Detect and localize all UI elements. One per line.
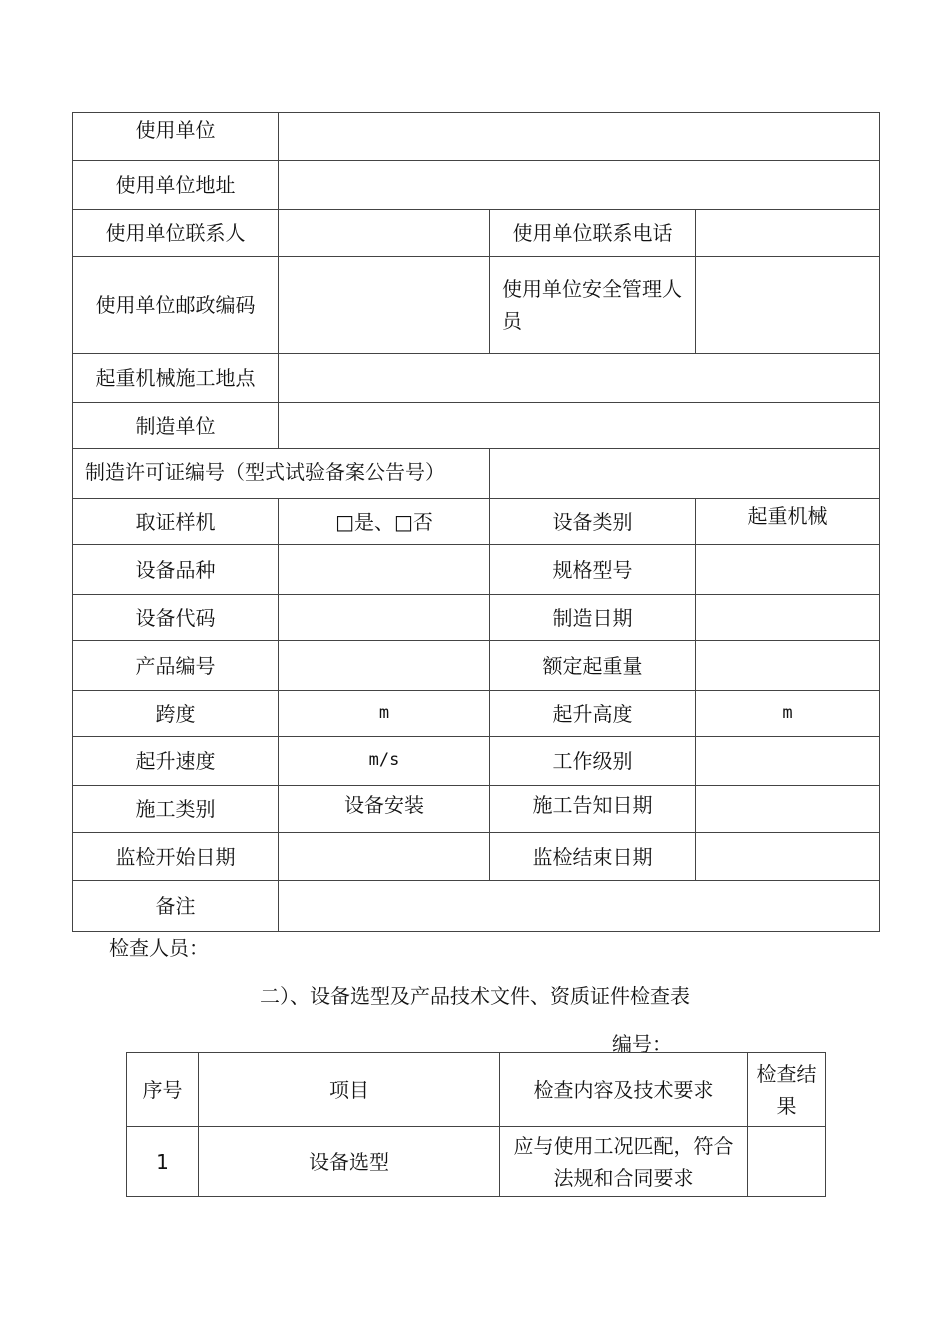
label-use-unit-phone: 使用单位联系电话 (490, 210, 696, 257)
label-safety-manager: 使用单位安全管理人员 (490, 257, 696, 354)
label-work-class: 工作级别 (490, 737, 696, 786)
label-lift-height: 起升高度 (490, 691, 696, 737)
label-notice-date: 施工告知日期 (490, 786, 696, 833)
label-use-unit-postcode: 使用单位邮政编码 (73, 257, 279, 354)
label-lift-speed: 起升速度 (73, 737, 279, 786)
label-license-number (73, 449, 490, 499)
value-use-unit-address (279, 161, 880, 210)
cell-requirement: 应与使用工况匹配，符合法规和合同要求 (500, 1127, 748, 1197)
license-number-text: 制造许可证编号（型式试验备案公告号） (85, 460, 445, 484)
header-requirement: 检查内容及技术要求 (500, 1053, 748, 1127)
header-serial-no: 序号 (127, 1053, 199, 1127)
value-remarks (279, 881, 880, 932)
value-spec-model (696, 545, 880, 595)
label-manufacture-date: 制造日期 (490, 595, 696, 641)
equipment-info-table (72, 112, 880, 932)
header-item: 项目 (199, 1053, 500, 1127)
value-construction-type: 设备安装 (279, 786, 490, 833)
cell-result (748, 1127, 826, 1197)
value-inspection-end (696, 833, 880, 881)
label-use-unit-contact: 使用单位联系人 (73, 210, 279, 257)
value-equipment-variety (279, 545, 490, 595)
value-manufacturer (279, 403, 880, 449)
label-product-number: 产品编号 (73, 641, 279, 691)
serial-number-label: 编号： (612, 1032, 672, 1056)
header-result: 检查结果 (748, 1053, 826, 1127)
value-use-unit (279, 113, 880, 161)
value-notice-date (696, 786, 880, 833)
inspector-label: 检查人员： (109, 936, 209, 960)
label-construction-type: 施工类别 (73, 786, 279, 833)
value-construction-site (279, 354, 880, 403)
table-row (127, 1127, 826, 1197)
label-remarks: 备注 (73, 881, 279, 932)
cell-item: 设备选型 (199, 1127, 500, 1197)
label-use-unit-address: 使用单位地址 (73, 161, 279, 210)
value-manufacture-date (696, 595, 880, 641)
value-license-number (490, 449, 880, 499)
value-use-unit-phone (696, 210, 880, 257)
label-use-unit: 使用单位 (73, 113, 279, 161)
label-sample-machine: 取证样机 (73, 499, 279, 545)
label-inspection-start: 监检开始日期 (73, 833, 279, 881)
value-span-unit: m (279, 691, 490, 737)
value-equipment-code (279, 595, 490, 641)
label-construction-site: 起重机械施工地点 (73, 354, 279, 403)
value-equipment-category: 起重机械 (696, 499, 880, 545)
label-manufacturer: 制造单位 (73, 403, 279, 449)
value-inspection-start (279, 833, 490, 881)
value-rated-load (696, 641, 880, 691)
label-equipment-category: 设备类别 (490, 499, 696, 545)
value-work-class (696, 737, 880, 786)
value-lift-height-unit: m (696, 691, 880, 737)
value-lift-speed-unit: m/s (279, 737, 490, 786)
value-product-number (279, 641, 490, 691)
label-equipment-code: 设备代码 (73, 595, 279, 641)
inspection-checklist-table (126, 1052, 826, 1197)
value-use-unit-postcode (279, 257, 490, 354)
table-header-row (127, 1053, 826, 1127)
value-use-unit-contact (279, 210, 490, 257)
label-spec-model: 规格型号 (490, 545, 696, 595)
value-sample-machine: □是、□否 (279, 499, 490, 545)
label-rated-load: 额定起重量 (490, 641, 696, 691)
label-span: 跨度 (73, 691, 279, 737)
label-inspection-end: 监检结束日期 (490, 833, 696, 881)
label-equipment-variety: 设备品种 (73, 545, 279, 595)
section-title: 二）、设备选型及产品技术文件、资质证件检查表 (260, 984, 690, 1008)
cell-serial-no: 1 (127, 1127, 199, 1197)
value-safety-manager (696, 257, 880, 354)
